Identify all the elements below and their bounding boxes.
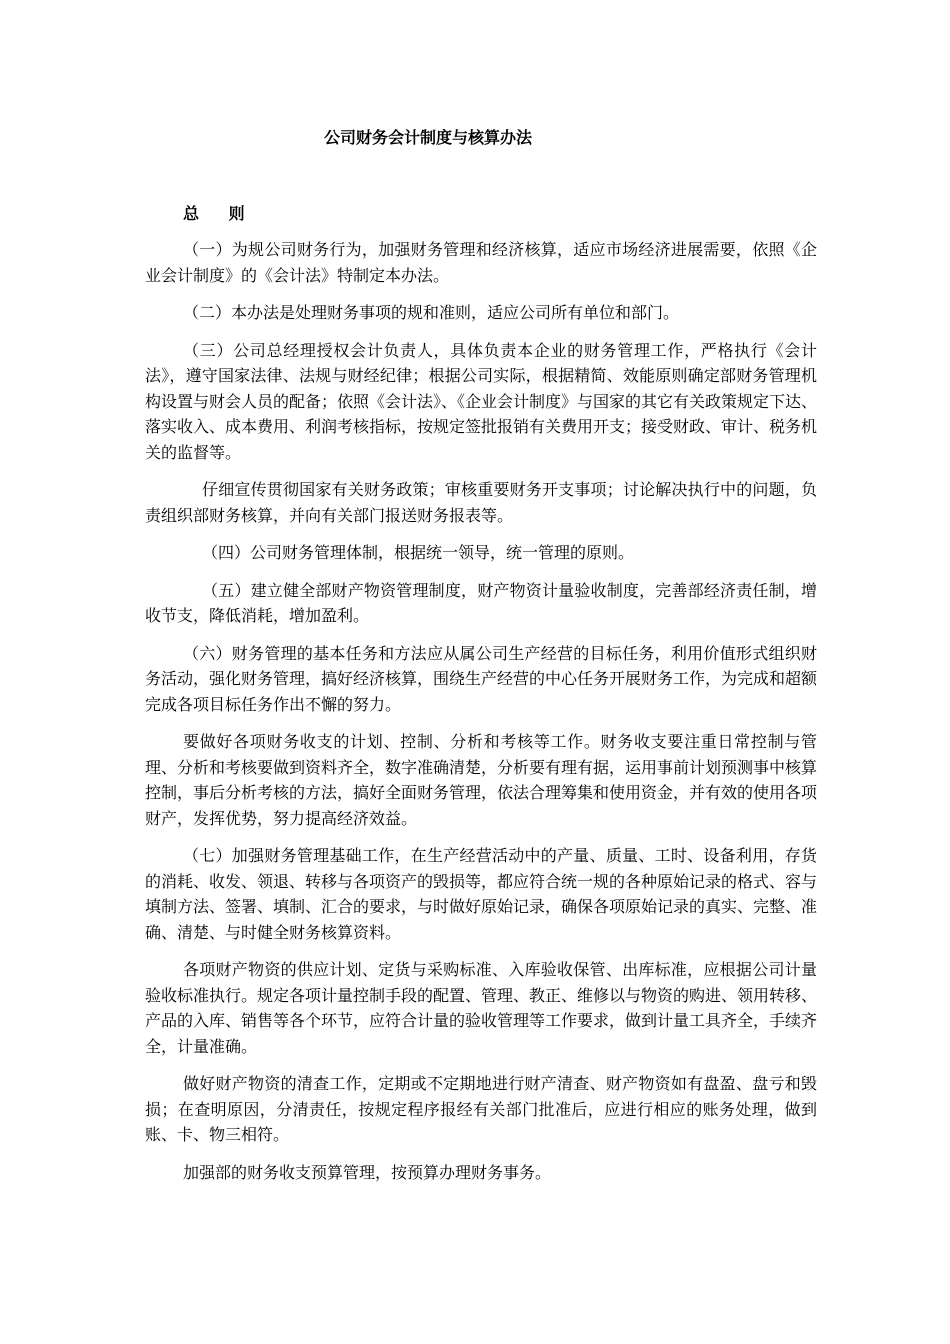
paragraph-4: 仔细宣传贯彻国家有关财务政策；审核重要财务开支事项；讨论解决执行中的问题，负责组织部财务核算，并向有关部门报送财务报表等。 (145, 480, 817, 525)
paragraph-8: 要做好各项财务收支的计划、控制、分析和考核等工作。财务收支要注重日常控制与管理、分析和考核要做到资料齐全，数字准确清楚，分析要有理有据，运用事前计划预测事中核算控制，事后分析考核的方法，搞好全面财务管理，依法合理筹集和使用资金，并有效的使用各项财产，发挥优势，努力提高经济效益。 (145, 732, 818, 828)
paragraph-12: 加强部的财务收支预算管理，按预算办理财务事务。 (183, 1162, 552, 1182)
document-body (145, 237, 817, 1197)
paragraph-6: （五）建立健全部财产物资管理制度，财产物资计量验收制度，完善部经济责任制，增收节支，降低消耗，增加盈利。 (145, 580, 817, 625)
paragraph-3: （三）公司总经理授权会计负责人，具体负责本企业的财务管理工作，严格执行《会计法》，遵守国家法律、法规与财经纪律；根据公司实际，根据精简、效能原则确定部财务管理机构设置与财会人员的配备；依照《会计法》、《企业会计制度》与国家的其它有关政策规定下达、落实收入、成本费用、利润考核指标，按规定签批报销有关费用开支；接受财政、审计、税务机关的监督等。 (145, 340, 818, 462)
section-heading-general-provisions: 总 则 (183, 204, 257, 223)
paragraph-7: （六）财务管理的基本任务和方法应从属公司生产经营的目标任务，利用价值形式组织财务活动，强化财务管理，搞好经济核算，围绕生产经营的中心任务开展财务工作，为完成和超额完成各项目标任务作出不懈的努力。 (145, 643, 818, 714)
paragraph-10: 各项财产物资的供应计划、定货与采购标准、入库验收保管、出库标准，应根据公司计量验收标准执行。规定各项计量控制手段的配置、管理、教正、维修以与物资的购进、领用转移、产品的入库、销售等各个环节，应符合计量的验收管理等工作要求，做到计量工具齐全，手续齐全，计量准确。 (145, 960, 818, 1056)
paragraph-1: （一）为规公司财务行为，加强财务管理和经济核算，适应市场经济进展需要，依照《企业会计制度》的《会计法》特制定本办法。 (145, 240, 817, 285)
paragraph-5: （四）公司财务管理体制，根据统一领导，统一管理的原则。 (202, 543, 635, 562)
paragraph-2: （二）本办法是处理财务事项的规和准则，适应公司所有单位和部门。 (183, 303, 680, 322)
paragraph-11: 做好财产物资的清查工作，定期或不定期地进行财产清查、财产物资如有盘盈、盘亏和毁损；在查明原因，分清责任，按规定程序报经有关部门批准后，应进行相应的账务处理，做到账、卡、物三相符。 (145, 1074, 817, 1144)
paragraph-9: （七）加强财务管理基础工作，在生产经营活动中的产量、质量、工时、设备利用，存货的消耗、收发、领退、转移与各项资产的毁损等，都应符合统一规的各种原始记录的格式、容与填制方法、签署、填制、汇合的要求，与时做好原始记录，确保各项原始记录的真实、完整、准确、清楚、与时健全财务核算资料。 (145, 846, 818, 942)
document-title: 公司财务会计制度与核算办法 (323, 128, 532, 147)
